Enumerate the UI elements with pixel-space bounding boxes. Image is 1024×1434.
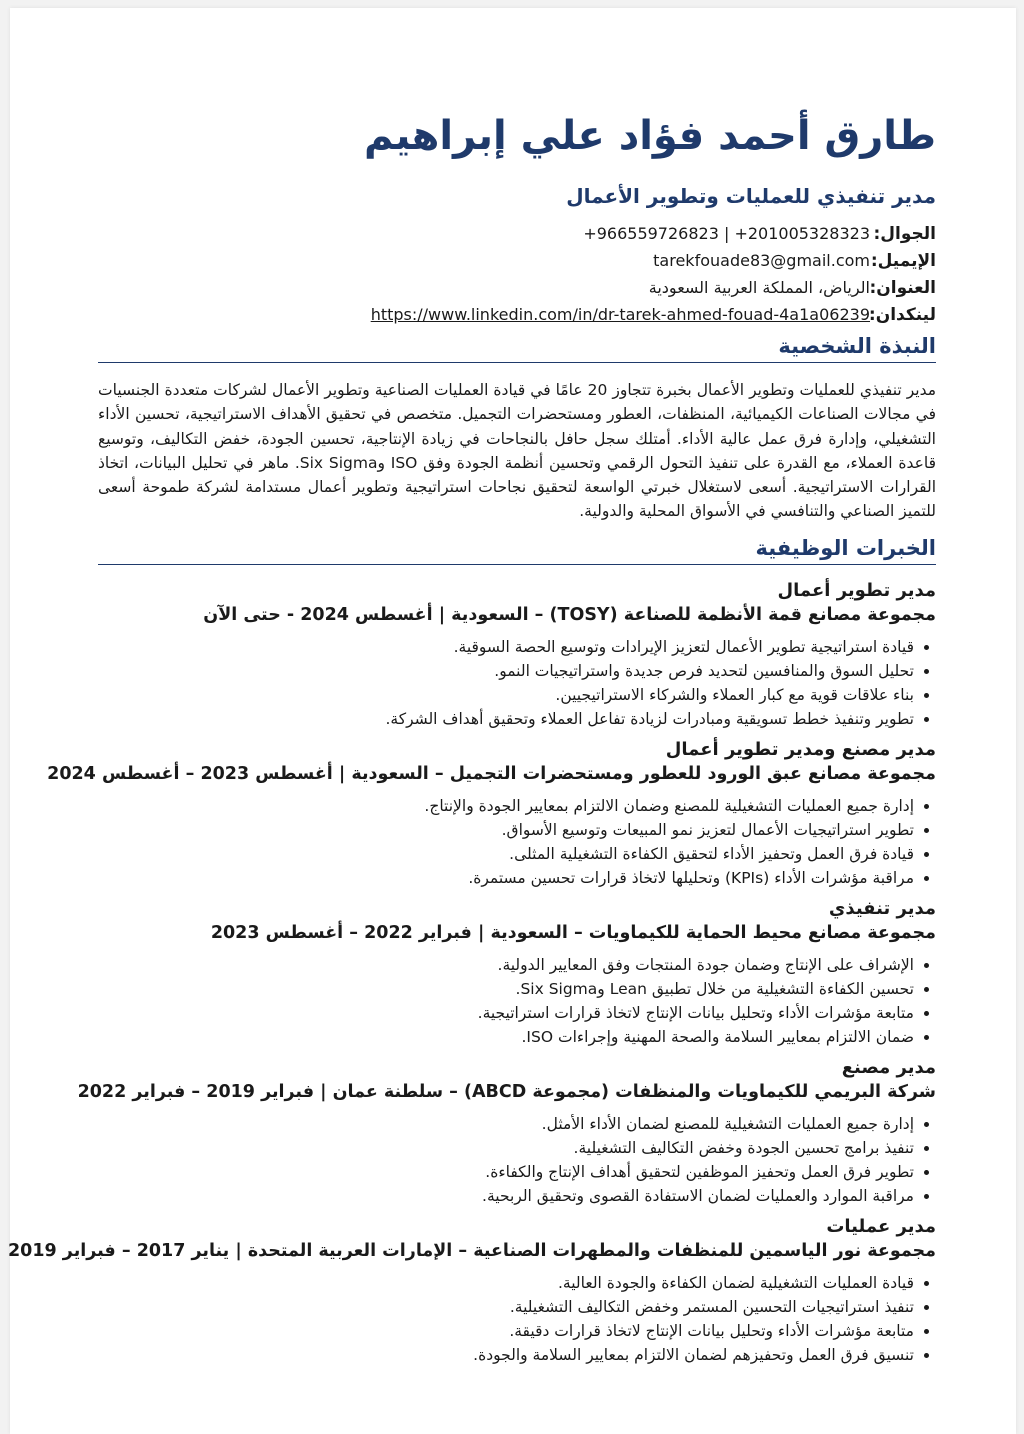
- duty-item: إدارة جميع العمليات التشغيلية للمصنع وضمان الالتزام بمعايير الجودة والإنتاج.: [98, 794, 914, 818]
- job-role: مدير مصنع: [841, 1057, 936, 1078]
- candidate-title: مدير تنفيذي للعمليات وتطوير الأعمال: [566, 184, 936, 208]
- duty-item: ضمان الالتزام بمعايير السلامة والصحة المهنية وإجراءات ISO.: [98, 1025, 914, 1049]
- duty-item: تحسين الكفاءة التشغيلية من خلال تطبيق Lean وSix Sigma.: [98, 977, 914, 1001]
- duty-item: مراقبة مؤشرات الأداء (KPIs) وتحليلها لاتخاذ قرارات تحسين مستمرة.: [98, 866, 914, 890]
- duty-item: قيادة استراتيجية تطوير الأعمال لتعزيز الإيرادات وتوسيع الحصة السوقية.: [98, 635, 914, 659]
- candidate-name: طارق أحمد فؤاد علي إبراهيم: [363, 113, 936, 159]
- job-role: مدير تطوير أعمال: [777, 580, 936, 601]
- duty-item: متابعة مؤشرات الأداء وتحليل بيانات الإنتاج لاتخاذ قرارات دقيقة.: [98, 1319, 914, 1343]
- contact-label: العنوان:: [869, 277, 936, 298]
- resume-page: [10, 8, 1016, 1434]
- job-entry: [8, 1214, 936, 1367]
- contact-label: لينكدان:: [868, 304, 936, 325]
- contact-linkedin: [371, 301, 936, 328]
- contact-label: الجوال:: [873, 223, 936, 244]
- job-role: مدير تنفيذي: [828, 898, 936, 919]
- job-company: مجموعة نور الياسمين للمنظفات والمطهرات الصناعية – الإمارات العربية المتحدة | يناير 2017 – فبراير 2019: [8, 1241, 936, 1261]
- job-company: شركة البريمي للكيماويات والمنظفات (مجموعة ABCD) – سلطنة عمان | فبراير 2019 – فبراير 2022: [77, 1082, 936, 1102]
- duty-item: مراقبة الموارد والعمليات لضمان الاستفادة القصوى وتحقيق الربحية.: [98, 1184, 914, 1208]
- email-value: tarekfouade83@gmail.com: [653, 251, 870, 270]
- duty-item: بناء علاقات قوية مع كبار العملاء والشركاء الاستراتيجيين.: [98, 683, 914, 707]
- contact-address: [371, 274, 936, 301]
- duty-item: تطوير استراتيجيات الأعمال لتعزيز نمو المبيعات وتوسيع الأسواق.: [98, 818, 914, 842]
- experience-list: [8, 578, 936, 1373]
- duty-item: قيادة العمليات التشغيلية لضمان الكفاءة والجودة العالية.: [98, 1271, 914, 1295]
- job-duties: [98, 1112, 936, 1208]
- duty-item: تطوير فرق العمل وتحفيز الموظفين لتحقيق أهداف الإنتاج والكفاءة.: [98, 1160, 914, 1184]
- duty-item: تحليل السوق والمنافسين لتحديد فرص جديدة واستراتيجيات النمو.: [98, 659, 914, 683]
- duty-item: قيادة فرق العمل وتحفيز الأداء لتحقيق الكفاءة التشغيلية المثلى.: [98, 842, 914, 866]
- job-entry: [77, 1055, 936, 1208]
- job-company: مجموعة مصانع محيط الحماية للكيماويات – السعودية | فبراير 2022 – أغسطس 2023: [210, 923, 936, 943]
- contact-email: [371, 247, 936, 274]
- duty-item: تطوير وتنفيذ خطط تسويقية ومبادرات لزيادة تفاعل العملاء وتحقيق أهداف الشركة.: [98, 707, 914, 731]
- experience-heading: الخبرات الوظيفية: [98, 536, 936, 565]
- job-entry: [98, 896, 936, 1049]
- summary-heading: النبذة الشخصية: [98, 334, 936, 363]
- job-entry: [98, 578, 936, 731]
- phone-value: +966559726823 | +201005328323: [583, 224, 870, 243]
- contact-phone: [371, 220, 936, 247]
- job-duties: [98, 953, 936, 1049]
- job-company: مجموعة مصانع عبق الورود للعطور ومستحضرات التجميل – السعودية | أغسطس 2023 – أغسطس 2024: [47, 764, 936, 784]
- job-duties: [98, 1271, 936, 1367]
- duty-item: تنسيق فرق العمل وتحفيزهم لضمان الالتزام بمعايير السلامة والجودة.: [98, 1343, 914, 1367]
- duty-item: متابعة مؤشرات الأداء وتحليل بيانات الإنتاج لاتخاذ قرارات استراتيجية.: [98, 1001, 914, 1025]
- duty-item: إدارة جميع العمليات التشغيلية للمصنع لضمان الأداء الأمثل.: [98, 1112, 914, 1136]
- contact-label: الإيميل:: [870, 250, 936, 271]
- duty-item: تنفيذ برامج تحسين الجودة وخفض التكاليف التشغيلية.: [98, 1136, 914, 1160]
- linkedin-link[interactable]: https://www.linkedin.com/in/dr-tarek-ahmed-fouad-4a1a06239: [370, 305, 870, 324]
- summary-text: مدير تنفيذي للعمليات وتطوير الأعمال بخبرة تتجاوز 20 عامًا في قيادة العمليات الصناعية وتطوير الأعمال لشركات متعددة الجنسيات في مجالات الصناعات الكيميائية، المنظفات، العطور ومستحضرات التجميل. متخصص في تحقيق الأهداف الاستراتيجية، تحسين الأداء التشغيلي، وإدارة فرق عمل عالية الأداء. أمتلك سجل حافل بالنجاحات في زيادة الإنتاجية، تحسين الجودة، خفض التكاليف، وتوسيع قاعدة العملاء، مع القدرة على تنفيذ التحول الرقمي وتحسين أنظمة الجودة وفق ISO وSix Sigma. ماهر في تحليل البيانات، اتخاذ القرارات الاستراتيجية. أسعى لاستغلال خبرتي الواسعة لتحقيق نجاحات استراتيجية وتطوير أعمال مستدامة لشركة طموحة أسعى للتميز الصناعي والتنافسي في الأسواق المحلية والدولية.: [98, 381, 937, 521]
- duty-item: الإشراف على الإنتاج وضمان جودة المنتجات وفق المعايير الدولية.: [98, 953, 914, 977]
- job-company: مجموعة مصانع قمة الأنظمة للصناعة (TOSY) – السعودية | أغسطس 2024 - حتى الآن: [203, 605, 936, 625]
- job-duties: [98, 635, 936, 731]
- job-role: مدير مصنع ومدير تطوير أعمال: [665, 739, 936, 760]
- job-entry: [47, 737, 936, 890]
- duty-item: تنفيذ استراتيجيات التحسين المستمر وخفض التكاليف التشغيلية.: [98, 1295, 914, 1319]
- address-value: الرياض، المملكة العربية السعودية: [648, 278, 870, 297]
- job-duties: [98, 794, 936, 890]
- job-role: مدير عمليات: [826, 1216, 936, 1237]
- contact-block: [371, 220, 936, 328]
